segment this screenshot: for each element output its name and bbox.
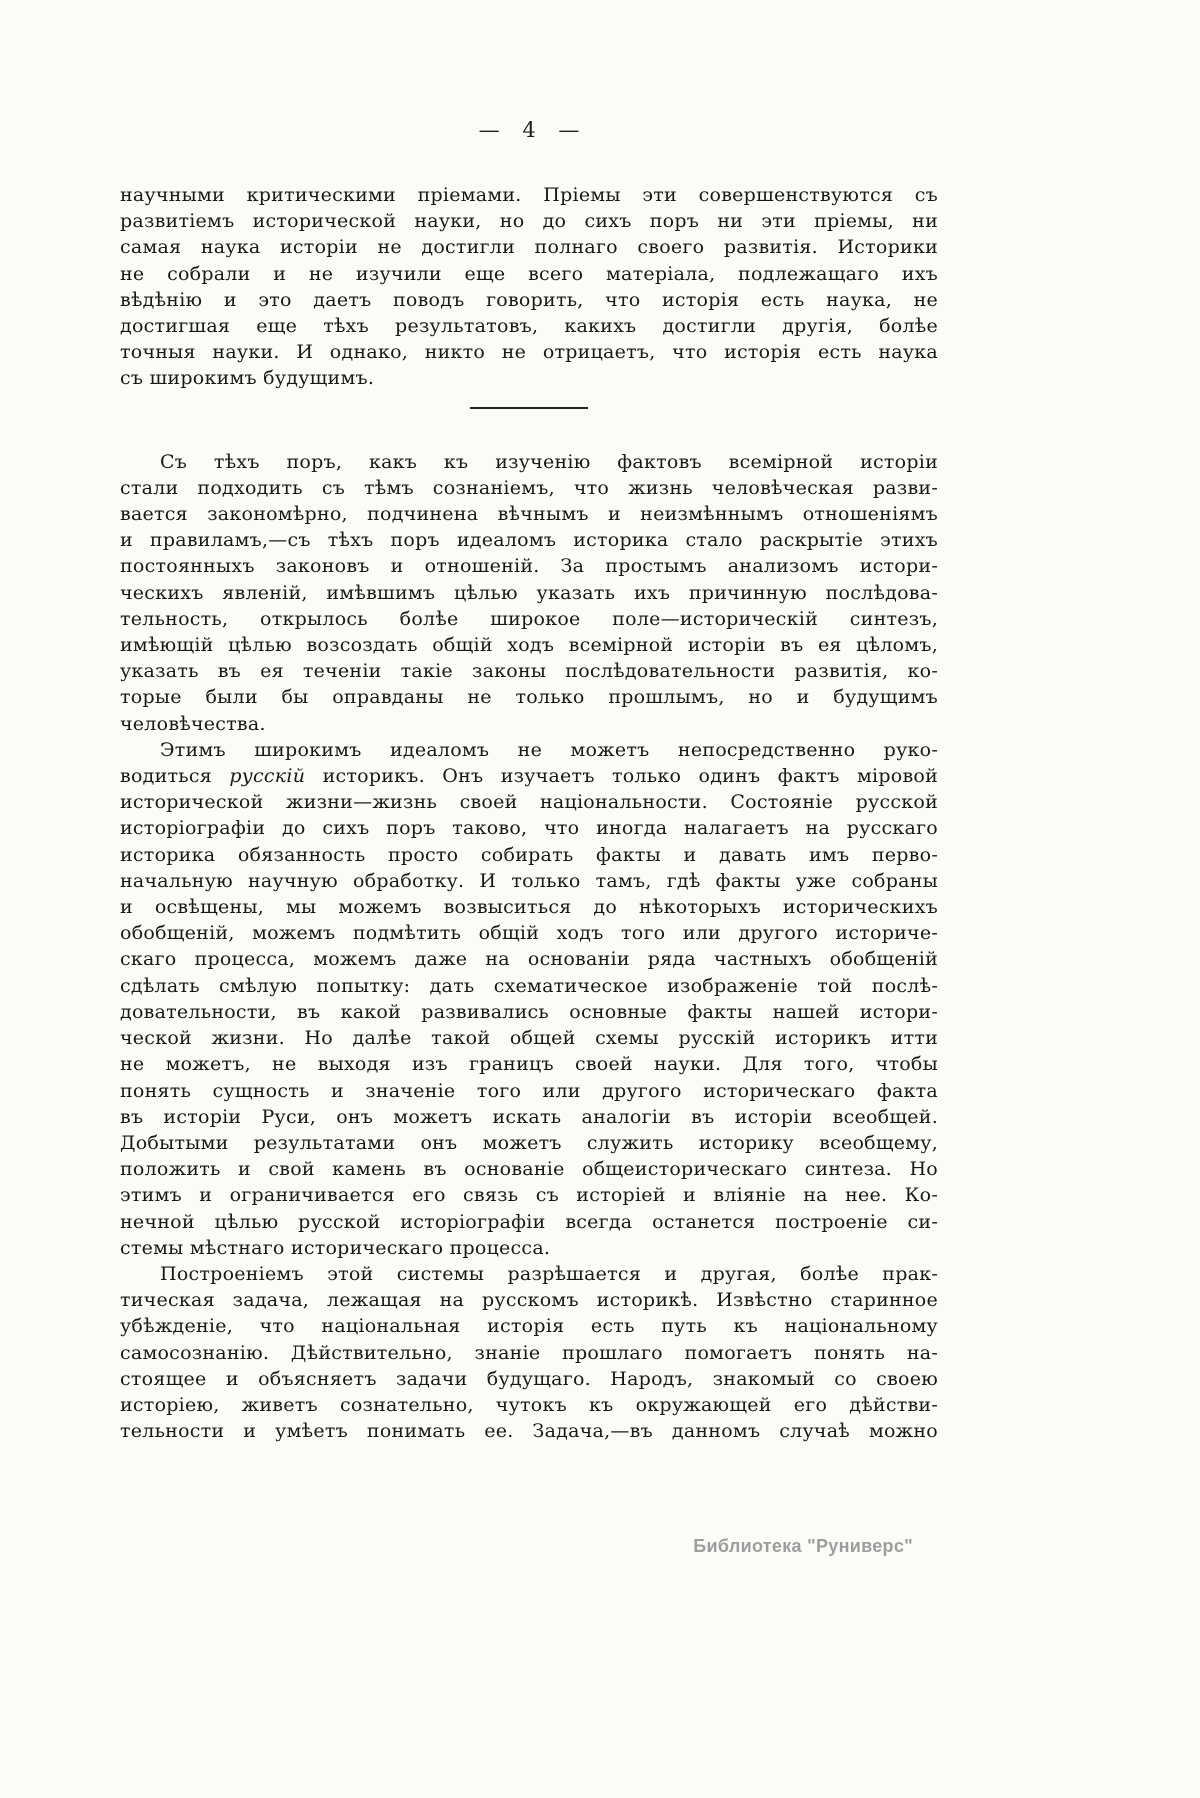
text-line: самая наука исторіи не достигли полнаго своего развитія. Историки [120,236,938,259]
text-line: не можетъ, не выходя изъ границъ своей науки. Для того, чтобы [120,1053,938,1076]
text-line: скаго процесса, можемъ даже на основаніи ряда частныхъ обобщеній [120,948,938,971]
text-line: тическая задача, лежащая на русскомъ историкѣ. Извѣстно старинное [120,1289,938,1312]
text-line: и освѣщены, мы можемъ возвыситься до нѣкоторыхъ историческихъ [120,896,938,919]
text-line: достигшая еще тѣхъ результатовъ, какихъ достигли другія, болѣе [120,315,938,338]
text-line: Съ тѣхъ поръ, какъ къ изученію фактовъ всемірной исторіи [160,450,938,473]
paragraph-3 [120,737,938,1261]
text-line: исторіографіи до сихъ поръ таково, что иногда налагаетъ на русскаго [120,817,938,840]
text-line: нечной цѣлью русской исторіографіи всегда останется построеніе си- [120,1210,938,1233]
text-line: тельность, открылось болѣе широкое поле—историческій синтезъ, [120,607,938,630]
text-line: сдѣлать смѣлую попытку: дать схематическое изображеніе той послѣ- [120,974,938,997]
text-line: постоянныхъ законовъ и отношеній. За простымъ анализомъ истори- [120,555,938,578]
text-line: въ исторіи Руси, онъ можетъ искать аналогіи въ исторіи всеобщей. [120,1105,938,1128]
text-line: историка обязанность просто собирать факты и давать имъ перво- [120,843,938,866]
text-line: вѣдѣнію и это даетъ поводъ говорить, что исторія есть наука, не [120,288,938,311]
text-line: ческой жизни. Но далѣе такой общей схемы русскій историкъ итти [120,1027,938,1050]
text-line: исторической жизни—жизнь своей національности. Состояніе русской [120,791,938,814]
text-line: вается закономѣрно, подчинена вѣчнымъ и неизмѣннымъ отношеніямъ [120,503,938,526]
text-segment: историкъ. Онъ изучаетъ только одинъ фактъ міровой [305,765,938,788]
text-segment: водиться [120,765,230,788]
text-line: самосознанію. Дѣйствительно, знаніе прошлаго помогаетъ понять на- [120,1341,938,1364]
paragraph-2 [120,449,938,737]
text-segment-italic: русскій [229,765,306,788]
text-line: убѣжденіе, что національная исторія есть путь къ національному [120,1315,938,1338]
text-line: начальную научную обработку. И только тамъ, гдѣ факты уже собраны [120,869,938,892]
text-line: торые были бы оправданы не только прошлымъ, но и будущимъ [120,686,938,709]
text-line: съ широкимъ будущимъ. [120,367,375,390]
text-line: довательности, въ какой развивались основные факты нашей истори- [120,1000,938,1023]
text-line: развитіемъ исторической науки, но до сихъ поръ ни эти пріемы, ни [120,210,938,233]
text-line: и правиламъ,—съ тѣхъ поръ идеаломъ историка стало раскрытіе этихъ [120,529,938,552]
text-line: тельности и умѣетъ понимать ее. Задача,—въ данномъ случаѣ можно [120,1420,938,1443]
text-line: исторіею, живетъ сознательно, чутокъ къ окружающей его дѣйстви- [120,1393,938,1416]
paragraph-1 [120,182,938,392]
text-line: стали подходить съ тѣмъ сознаніемъ, что жизнь человѣческая разви- [120,476,938,499]
text-line: Построеніемъ этой системы разрѣшается и другая, болѣе прак- [160,1262,938,1285]
text-line: обобщеній, можемъ подмѣтить общій ходъ того или другого историче- [120,922,938,945]
text-line: положить и свой камень въ основаніе общеисторическаго синтеза. Но [120,1158,938,1181]
text-column [120,182,938,1444]
text-line: стоящее и объясняетъ задачи будущаго. Народъ, знакомый со своею [120,1367,938,1390]
paragraph-4 [120,1261,938,1444]
text-line: человѣчества. [120,712,266,735]
text-line: Добытыми результатами онъ можетъ служить историку всеобщему, [120,1131,938,1154]
text-line: ческихъ явленій, имѣвшимъ цѣлью указать ихъ причинную послѣдова- [120,581,938,604]
page-number: — 4 — [478,118,580,142]
text-line: стемы мѣстнаго историческаго процесса. [120,1236,551,1259]
text-line [120,763,938,789]
text-line: Этимъ широкимъ идеаломъ не можетъ непосредственно руко- [160,738,938,761]
text-line: этимъ и ограничивается его связь съ исторіей и вліяніе на нее. Ко- [120,1184,938,1207]
text-line: имѣющій цѣлью возсоздать общій ходъ всемірной исторіи въ ея цѣломъ, [120,634,938,657]
text-line: указать въ ея теченіи такіе законы послѣдовательности развитія, ко- [120,660,938,683]
text-line: научными критическими пріемами. Пріемы эти совершенствуются съ [120,184,938,206]
text-line: не собрали и не изучили еще всего матеріала, подлежащаго ихъ [120,262,938,285]
text-line: понять сущность и значеніе того или другого историческаго факта [120,1079,938,1102]
text-line: точныя науки. И однако, никто не отрицаетъ, что исторія есть наука [120,341,938,364]
watermark: Библиотека "Руниверс" [693,1536,913,1556]
section-divider [470,407,588,409]
